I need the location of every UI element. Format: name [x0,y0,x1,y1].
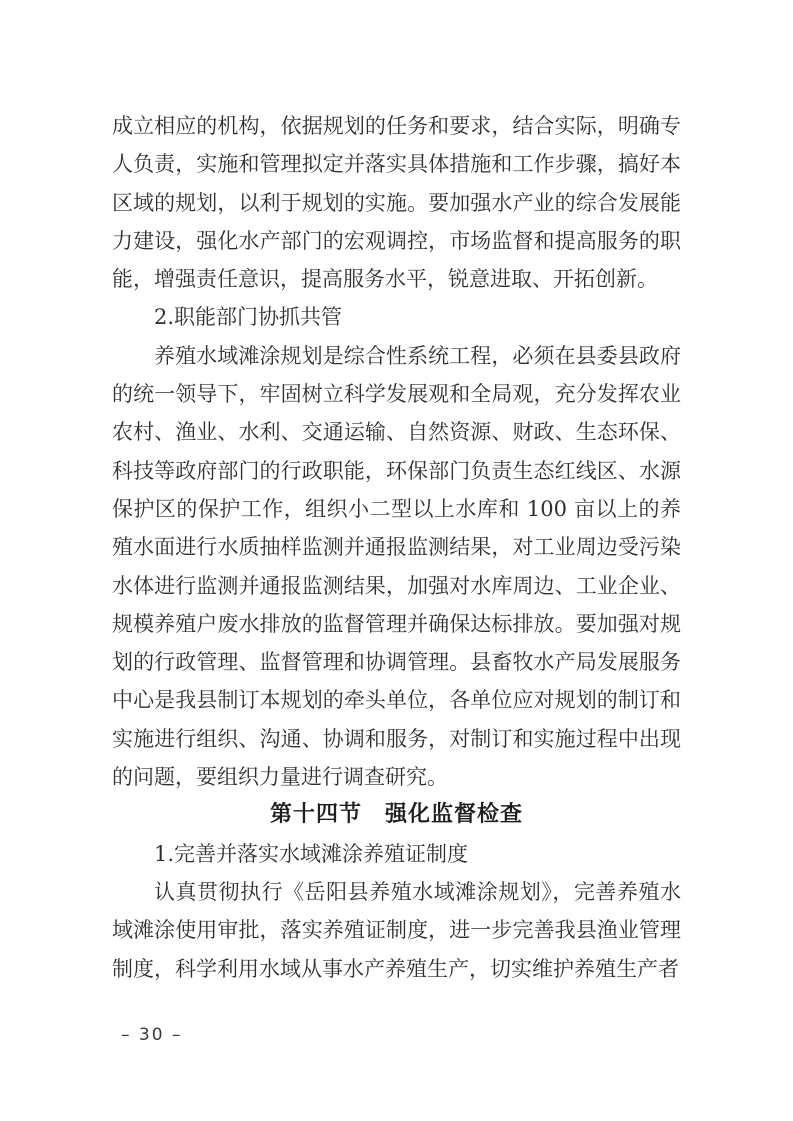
section-heading: 第十四节 强化监督检查 [269,802,523,828]
numbered-subheading: 2.职能部门协抓共管 [154,305,343,330]
page-number: – 30 – [121,1025,183,1045]
numbered-subheading: 1.完善并落实水域滩涂养殖证制度 [154,841,469,866]
body-paragraph: 养殖水域滩涂规划是综合性系统工程，必须在县委县政府的统一领导下，牢固树立科学发展观和全局观，充分发挥农业农村、渔业、水利、交通运输、自然资源、财政、生态环保、科技等政府部门的行政职能，环保部门负责生态红线区、水源保护区的保护工作，组织小二型以上水库和 100 亩以上的养殖水面进行水质抽样监测并通报监测结果，对工业周边受污染水体进行监测并通报监测结果，加强对水库周边、工业企业、规模养殖户废水排放的监督管理并确保达标排放。要加强对规划的行政管理、监督管理和协调管理。县畜牧水产局发展服务中心是我县制订本规划的牵头单位，各单位应对规划的制订和实施进行组织、沟通、协调和服务，对制订和实施过程中出现的问题，要组织力量进行调查研究。 [112,343,681,790]
body-paragraph-continuation: 成立相应的机构，依据规划的任务和要求，结合实际，明确专人负责，实施和管理拟定并落实具体措施和工作步骤，搞好本区域的规划，以利于规划的实施。要加强水产业的综合发展能力建设，强化水产部门的宏观调控，市场监督和提高服务的职能，增强责任意识，提高服务水平，锐意进取、开拓创新。 [112,114,681,292]
document-body [112,107,681,988]
body-paragraph: 认真贯彻执行《岳阳县养殖水域滩涂规划》，完善养殖水域滩涂使用审批，落实养殖证制度，进一步完善我县渔业管理制度，科学利用水域从事水产养殖生产，切实维护养殖生产者 [112,879,681,981]
